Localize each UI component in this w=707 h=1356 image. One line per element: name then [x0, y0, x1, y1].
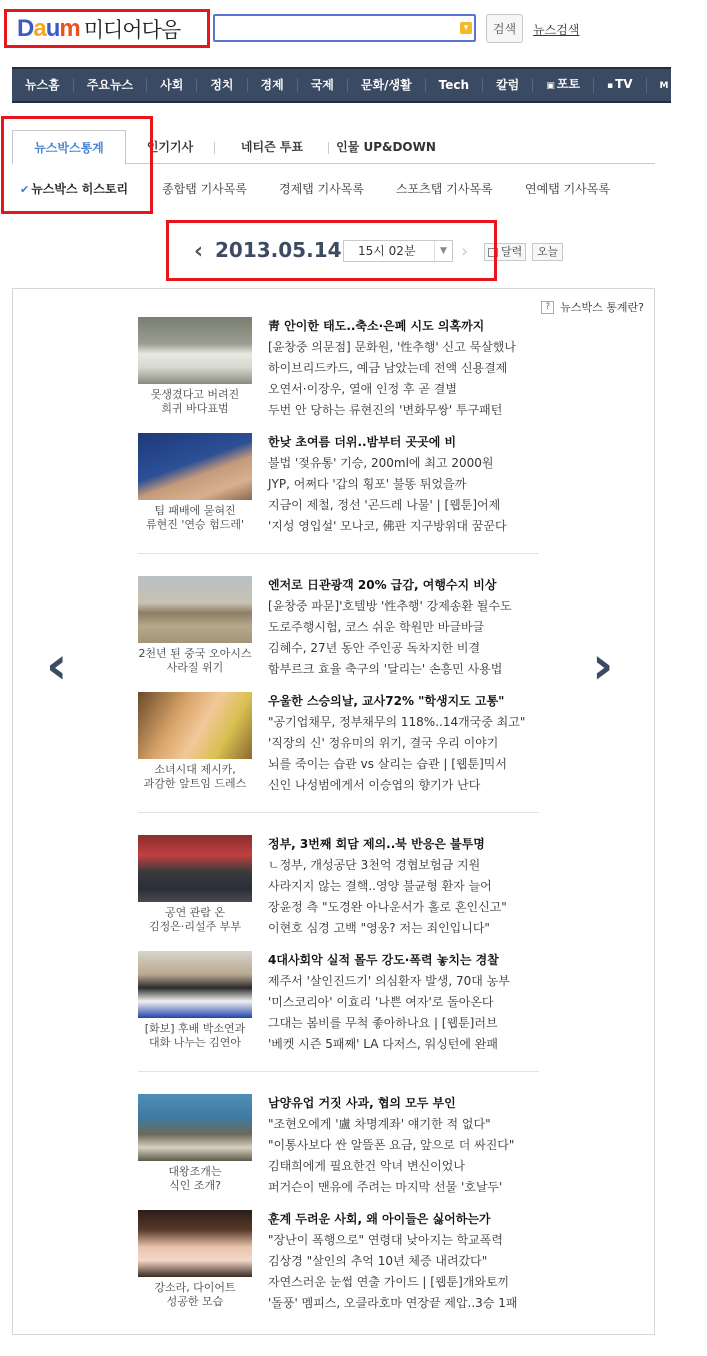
- caption-line: 과감한 앞트임 드레스: [143, 777, 247, 790]
- highlight-box-date: [166, 220, 497, 281]
- gnb-item-tv[interactable]: ▪ TV: [594, 77, 647, 93]
- tab-netizen-vote[interactable]: 네티즌 투표: [240, 140, 304, 154]
- article-link[interactable]: 사라지지 않는 결핵..영양 불균형 환자 늘어: [268, 879, 492, 893]
- caption-line: 공연 관람 온: [164, 906, 226, 919]
- group-divider: [138, 1071, 539, 1072]
- group-divider: [138, 812, 539, 813]
- news-thumbnail[interactable]: [138, 1094, 252, 1161]
- caption-line: 김정은·리설주 부부: [148, 920, 241, 933]
- article-link[interactable]: [윤창중 의문점] 문화원, '性추행' 신고 묵살했나: [268, 340, 516, 354]
- news-search-link[interactable]: 뉴스검색: [533, 23, 580, 37]
- prev-page-arrow[interactable]: ‹: [46, 636, 68, 696]
- headline-link[interactable]: 4대사회악 실적 몰두 강도·폭력 놓치는 경찰: [268, 953, 499, 967]
- gnb-item-world[interactable]: 국제: [298, 78, 348, 92]
- gnb-item-politics[interactable]: 정치: [197, 78, 247, 92]
- caption-line: 대왕조개는: [168, 1165, 222, 1178]
- daum-logo: Daum: [17, 14, 80, 42]
- article-link[interactable]: '지성 영입설' 모나코, 佛판 지구방위대 꿈꾼다: [268, 519, 507, 533]
- caption-line: 못생겼다고 버려진: [150, 388, 240, 401]
- article-link[interactable]: 이현호 심경 고백 "영웅? 저는 죄인입니다": [268, 921, 490, 935]
- subtab-bar: [12, 172, 655, 204]
- subtab-economy[interactable]: 경제탭 기사목록: [279, 182, 364, 196]
- headline-link[interactable]: 정부, 3번째 회담 제의..북 반응은 불투명: [268, 837, 485, 851]
- article-link[interactable]: '베켓 시즌 5패째' LA 다저스, 워싱턴에 완패: [268, 1037, 498, 1051]
- thumbnail-caption[interactable]: [138, 388, 252, 416]
- news-thumbnail[interactable]: [138, 576, 252, 643]
- news-item: [138, 1210, 538, 1322]
- article-link[interactable]: 김상경 "살인의 추억 10년 체증 내려갔다": [268, 1254, 488, 1268]
- question-icon: ?: [541, 301, 554, 314]
- caption-line: [화보] 후배 박소연과: [144, 1022, 246, 1035]
- header: [0, 0, 671, 60]
- news-thumbnail[interactable]: [138, 951, 252, 1018]
- news-thumbnail[interactable]: [138, 1210, 252, 1277]
- article-link[interactable]: 지금이 제철, 정선 '곤드레 나물' | [웹툰]어제: [268, 498, 501, 512]
- search-button[interactable]: 검색: [486, 14, 523, 43]
- subtab-general[interactable]: 종합탭 기사목록: [162, 182, 247, 196]
- global-nav: [12, 67, 694, 103]
- thumbnail-caption[interactable]: [138, 1281, 252, 1309]
- thumbnail-caption[interactable]: [138, 1165, 252, 1193]
- article-link[interactable]: "장난이 폭행으로" 연령대 낮아지는 학교폭력: [268, 1233, 503, 1247]
- article-link[interactable]: 퍼거슨이 맨유에 주려는 마지막 선물 '호날두': [268, 1180, 503, 1194]
- tab-divider: [214, 142, 215, 154]
- gnb-item-society[interactable]: 사회: [147, 78, 197, 92]
- thumbnail-caption[interactable]: [138, 1022, 252, 1050]
- article-link[interactable]: 김태희에게 필요한건 악녀 변신이었나: [268, 1159, 465, 1173]
- news-thumbnail[interactable]: [138, 317, 252, 384]
- caption-line: 사라질 위기: [166, 661, 224, 674]
- headline-link[interactable]: 靑 안이한 태도..축소·은폐 시도 의혹까지: [268, 319, 485, 333]
- chevron-down-icon: ▼: [434, 241, 452, 261]
- article-link[interactable]: '미스코리아' 이효리 '나쁜 여자'로 돌아온다: [268, 995, 494, 1009]
- gnb-item-magazine[interactable]: M 매거: [659, 77, 694, 91]
- headline-link[interactable]: 남양유업 거짓 사과, 협의 모두 부인: [268, 1096, 456, 1110]
- article-link[interactable]: 두번 안 당하는 류현진의 '변화무쌍' 투구패턴: [268, 403, 503, 417]
- caption-line: 류현진 '연승 험드레': [145, 518, 245, 531]
- caption-line: 강소라, 다이어트: [154, 1281, 236, 1294]
- gnb-item-news-home[interactable]: 뉴스홈: [12, 78, 74, 92]
- gnb-item-culture[interactable]: 문화/생활: [348, 78, 426, 92]
- tv-icon: ▪: [606, 81, 614, 91]
- caption-line: 2천년 된 중국 오아시스: [138, 647, 252, 660]
- thumbnail-caption[interactable]: [138, 906, 252, 934]
- camera-icon: ▣: [546, 81, 555, 91]
- article-link[interactable]: JYP, 어쩌다 '갑의 횡포' 불똥 튀었을까: [268, 477, 467, 491]
- caption-line: 식인 조개?: [169, 1179, 221, 1192]
- article-link[interactable]: 제주서 '살인진드기' 의심환자 발생, 70대 농부: [268, 974, 510, 988]
- thumbnail-caption[interactable]: [138, 647, 252, 675]
- headline-link[interactable]: 한낮 초여름 더위..밤부터 곳곳에 비: [268, 435, 457, 449]
- article-link[interactable]: 오연서·이장우, 열애 인정 후 곧 결별: [268, 382, 457, 396]
- prev-date-button[interactable]: ‹: [194, 239, 204, 264]
- news-item: [138, 317, 538, 429]
- magazine-icon: M: [659, 81, 669, 91]
- tab-divider: [328, 142, 329, 154]
- caption-line: 소녀시대 제시카,: [154, 763, 236, 776]
- gnb-item-economy[interactable]: 경제: [248, 78, 298, 92]
- article-link[interactable]: 불법 '젖유통' 기승, 200ml에 최고 2000원: [268, 456, 494, 470]
- current-date: 2013.05.14: [215, 238, 342, 262]
- today-button[interactable]: 오늘: [532, 243, 563, 261]
- tab-popular[interactable]: 인기기사: [146, 140, 194, 154]
- article-link[interactable]: ㄴ정부, 개성공단 3천억 경협보험금 지원: [268, 858, 481, 872]
- news-thumbnail[interactable]: [138, 692, 252, 759]
- subtab-history[interactable]: ✔ 뉴스박스 히스토리: [20, 182, 129, 196]
- article-link[interactable]: [윤창중 파문]'호텔방 '性추행' 강제송환 될수도: [268, 599, 512, 613]
- news-item: [138, 1094, 538, 1206]
- next-date-button[interactable]: ›: [461, 241, 469, 262]
- article-link[interactable]: '돌풍' 멤피스, 오클라호마 연장끝 제압..3승 1패: [268, 1296, 518, 1310]
- search-input[interactable]: [213, 14, 476, 42]
- tab-bar: [12, 130, 655, 164]
- help-link[interactable]: ? 뉴스박스 통계란?: [541, 299, 644, 315]
- headline-link[interactable]: 우울한 스승의날, 교사72% "학생지도 고통": [268, 694, 505, 708]
- article-link[interactable]: 자연스러운 눈썹 연출 가이드 | [웹툰]개와토끼: [268, 1275, 510, 1289]
- news-item: [138, 692, 538, 804]
- calendar-button[interactable]: 달력: [484, 243, 526, 261]
- news-item: [138, 433, 538, 545]
- article-link[interactable]: "조현오에게 '盧 차명계좌' 얘기한 적 없다": [268, 1117, 491, 1131]
- gnb-item-tech[interactable]: Tech: [426, 78, 483, 92]
- caption-line: 팀 패배에 묻혀진: [154, 504, 236, 517]
- gnb-item-column[interactable]: 칼럼: [483, 78, 533, 92]
- thumbnail-caption[interactable]: [138, 504, 252, 532]
- tab-person-updown[interactable]: 인물 UP&DOWN: [336, 140, 436, 154]
- news-thumbnail[interactable]: [138, 835, 252, 902]
- caption-line: 대화 나누는 김연아: [148, 1036, 241, 1049]
- article-link[interactable]: 함부르크 효율 축구의 '달리는' 손흥민 사용법: [268, 662, 503, 676]
- article-link[interactable]: 신인 나성범에게서 이승엽의 향기가 난다: [268, 778, 481, 792]
- time-select[interactable]: 15시 02분 ▼: [343, 240, 453, 262]
- headline-link[interactable]: 엔저로 日관광객 20% 급감, 여행수지 비상: [268, 578, 497, 592]
- news-item: [138, 576, 538, 688]
- caption-line: 희귀 바다표범: [161, 402, 229, 415]
- article-link[interactable]: "공기업채무, 정부채무의 118%..14개국중 최고": [268, 715, 526, 729]
- tab-newsbox-stats[interactable]: 뉴스박스통계: [12, 130, 126, 165]
- gnb-item-photo[interactable]: ▣ 포토: [533, 77, 594, 93]
- article-link[interactable]: 장윤정 측 "도경완 아나운서가 홀로 혼인신고": [268, 900, 507, 914]
- article-link[interactable]: "이통사보다 싼 알뜰폰 요금, 앞으로 더 싸진다": [268, 1138, 515, 1152]
- article-link[interactable]: '직장의 신' 정유미의 위기, 결국 우리 이야기: [268, 736, 499, 750]
- subtab-sports[interactable]: 스포츠탭 기사목록: [396, 182, 493, 196]
- article-link[interactable]: 뇌를 죽이는 습관 vs 살리는 습관 | [웹툰]믹서: [268, 757, 507, 771]
- news-item: [138, 951, 538, 1063]
- check-icon: ✔: [20, 183, 30, 196]
- news-thumbnail[interactable]: [138, 433, 252, 500]
- article-link[interactable]: 하이브리드카드, 예금 남았는데 전액 신용결제: [268, 361, 508, 375]
- group-divider: [138, 553, 539, 554]
- headline-link[interactable]: 훈계 두려운 사회, 왜 아이들은 싫어하는가: [268, 1212, 491, 1226]
- subtab-entertainment[interactable]: 연예탭 기사목록: [525, 182, 610, 196]
- media-daum-title: 미디어다음: [83, 17, 181, 42]
- logo[interactable]: [4, 9, 210, 48]
- gnb-item-top-news[interactable]: 주요뉴스: [74, 78, 147, 92]
- next-page-arrow[interactable]: ›: [592, 636, 614, 696]
- thumbnail-caption[interactable]: [138, 763, 252, 791]
- article-link[interactable]: 도로주행시험, 코스 쉬운 학원만 바글바글: [268, 620, 485, 634]
- news-item: [138, 835, 538, 947]
- search-dropdown-icon[interactable]: ▾: [460, 22, 472, 34]
- article-link[interactable]: 그대는 봄비를 무척 좋아하나요 | [웹툰]러브: [268, 1016, 498, 1030]
- caption-line: 성공한 모습: [166, 1295, 224, 1308]
- article-link[interactable]: 김혜수, 27년 동안 주인공 독차지한 비결: [268, 641, 481, 655]
